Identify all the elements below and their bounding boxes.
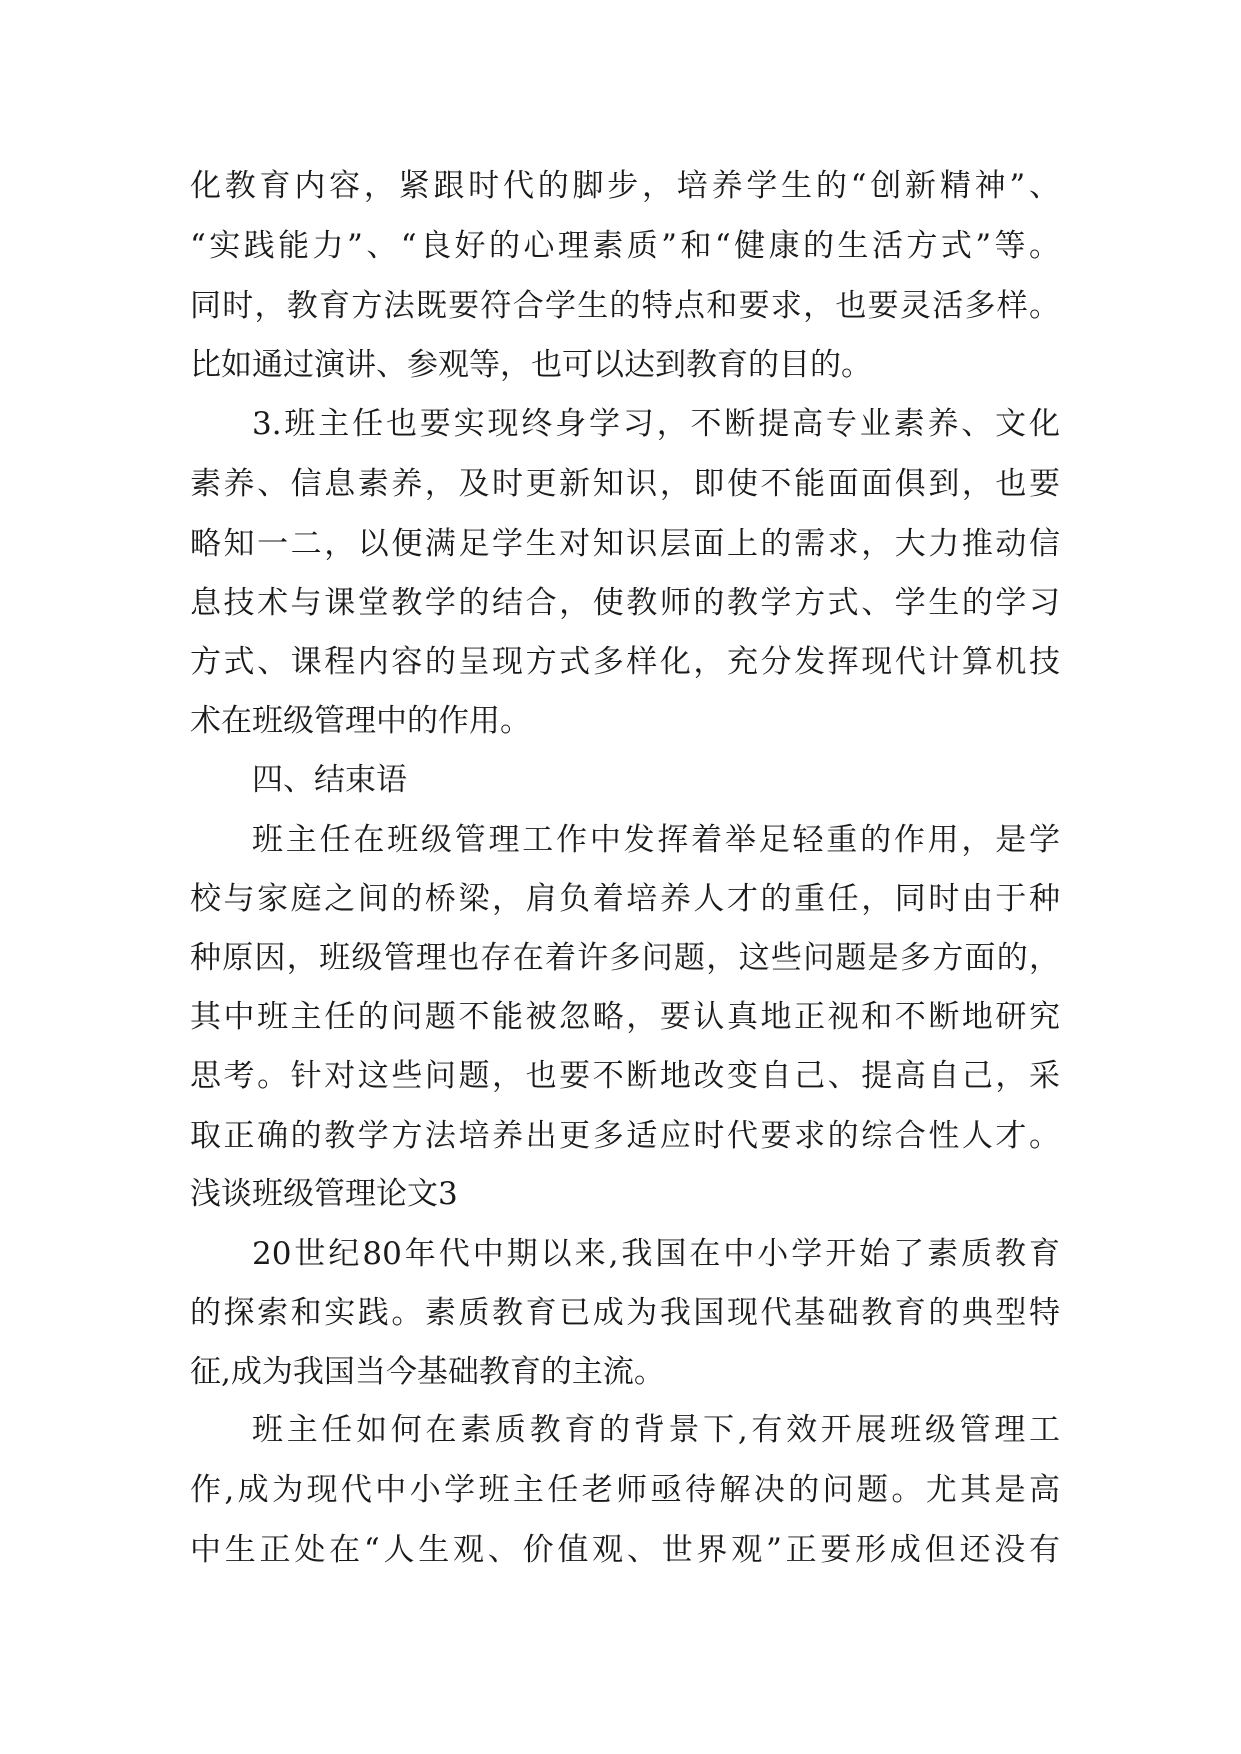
text-line: 同时，教育方法既要符合学生的特点和要求，也要灵活多样。 xyxy=(190,288,1060,324)
section-heading: 四、结束语 xyxy=(252,762,407,798)
text-line: 取正确的教学方法培养出更多适应时代要求的综合性人才。 xyxy=(190,1118,1060,1154)
text-line: 思考。针对这些问题，也要不断地改变自己、提高自己，采 xyxy=(190,1058,1060,1094)
text-line: 方式、课程内容的呈现方式多样化，充分发挥现代计算机技 xyxy=(190,644,1060,680)
text-line: 作,成为现代中小学班主任老师亟待解决的问题。尤其是高 xyxy=(190,1472,1060,1508)
text-line: 素养、信息素养，及时更新知识，即使不能面面俱到，也要 xyxy=(190,466,1060,502)
text-line: “实践能力”、“良好的心理素质”和“健康的生活方式”等。 xyxy=(190,228,1060,264)
text-line: 化教育内容，紧跟时代的脚步，培养学生的“创新精神”、 xyxy=(190,168,1060,204)
text-line: 的探索和实践。素质教育已成为我国现代基础教育的典型特 xyxy=(190,1295,1060,1331)
text-line: 息技术与课堂教学的结合，使教师的教学方式、学生的学习 xyxy=(190,585,1060,621)
article-title: 浅谈班级管理论文3 xyxy=(190,1176,458,1212)
text-line: 班主任在班级管理工作中发挥着举足轻重的作用，是学 xyxy=(252,822,1060,858)
text-line: 中生正处在“人生观、价值观、世界观”正要形成但还没有 xyxy=(190,1532,1060,1568)
text-line: 班主任如何在素质教育的背景下,有效开展班级管理工 xyxy=(252,1412,1060,1448)
text-line: 比如通过演讲、参观等，也可以达到教育的目的。 xyxy=(190,347,872,383)
text-line: 3.班主任也要实现终身学习，不断提高专业素养、文化 xyxy=(252,406,1060,442)
text-line: 征,成为我国当今基础教育的主流。 xyxy=(190,1354,665,1390)
text-line: 校与家庭之间的桥梁，肩负着培养人才的重任，同时由于种 xyxy=(190,881,1060,917)
text-line: 种原因，班级管理也存在着许多问题，这些问题是多方面的， xyxy=(190,940,1060,976)
text-line: 20世纪80年代中期以来,我国在中小学开始了素质教育 xyxy=(252,1236,1060,1272)
text-line: 其中班主任的问题不能被忽略，要认真地正视和不断地研究 xyxy=(190,999,1060,1035)
text-line: 术在班级管理中的作用。 xyxy=(190,703,531,739)
text-line: 略知一二，以便满足学生对知识层面上的需求，大力推动信 xyxy=(190,526,1060,562)
